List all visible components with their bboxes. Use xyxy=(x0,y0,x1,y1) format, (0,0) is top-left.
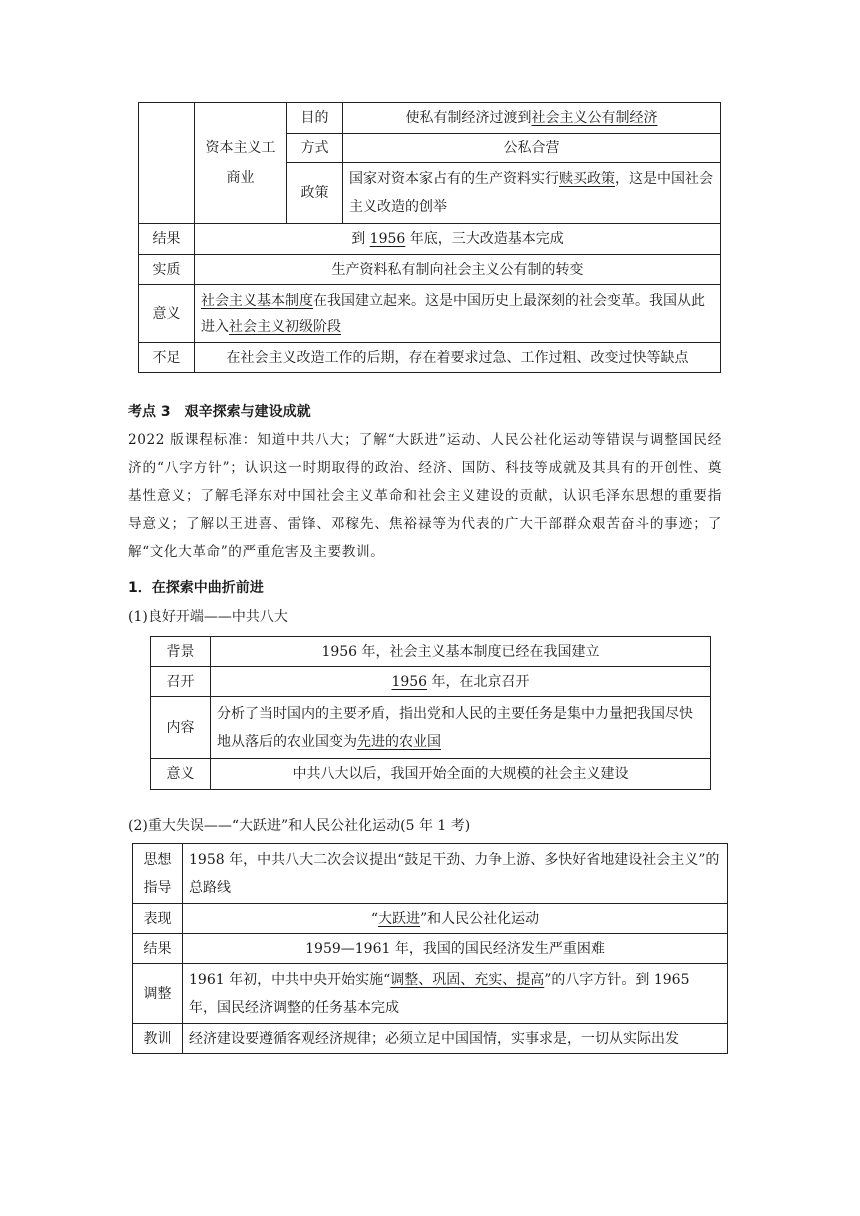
thought-label: 思想指导 xyxy=(133,844,183,904)
lesson-label: 教训 xyxy=(133,1024,183,1054)
capitalist-business-label: 资本主义工商业 xyxy=(195,103,287,224)
shortfall-label: 不足 xyxy=(139,343,195,373)
policy-cell: 国家对资本家占有的生产资料实行赎买政策，这是中国社会主义改造的创举 xyxy=(343,163,721,224)
policy-label: 政策 xyxy=(287,163,343,224)
adjust-cell: 1961 年初，中共中央开始实施“调整、巩固、充实、提高”的八字方针。到 1965 年，国民经济调整的任务基本完成 xyxy=(183,964,728,1024)
convened-label: 召开 xyxy=(151,667,211,697)
table1-blank-cell xyxy=(139,103,195,224)
method-cell: 公私合营 xyxy=(343,134,721,163)
content-cell: 分析了当时国内的主要矛盾，指出党和人民的主要任务是集中力量把我国尽快地从落后的农业国变为先进的农业国 xyxy=(211,697,711,759)
subheading-great-leap: (2)重大失误——“大跃进”和人民公社化运动(5 年 1 考) xyxy=(128,818,471,834)
leap-result-label: 结果 xyxy=(133,934,183,964)
result-label: 结果 xyxy=(139,224,195,255)
method-label: 方式 xyxy=(287,134,343,163)
meaning-label: 意义 xyxy=(139,285,195,343)
result-cell: 到 1956 年底，三大改造基本完成 xyxy=(195,224,721,255)
meaning-cell: 社会主义基本制度在我国建立起来。这是中国历史上最深刻的社会变革。我国从此进入社会主义初级阶段 xyxy=(195,285,721,343)
essence-cell: 生产资料私有制向社会主义公有制的转变 xyxy=(195,255,721,285)
congress-meaning-cell: 中共八大以后，我国开始全面的大规模的社会主义建设 xyxy=(211,759,711,790)
adjust-label: 调整 xyxy=(133,964,183,1024)
content-label: 内容 xyxy=(151,697,211,759)
thought-cell: 1958 年，中共八大二次会议提出“鼓足干劲、力争上游、多快好省地建设社会主义”的总路线 xyxy=(183,844,728,904)
essence-label: 实质 xyxy=(139,255,195,285)
lesson-cell: 经济建设要遵循客观经济规律；必须立足中国国情，实事求是，一切从实际出发 xyxy=(183,1024,728,1054)
performance-label: 表现 xyxy=(133,904,183,934)
congress-meaning-label: 意义 xyxy=(151,759,211,790)
performance-cell: “大跃进”和人民公社化运动 xyxy=(183,904,728,934)
section-heading: 考点 3 艰辛探索与建设成就 xyxy=(128,404,311,420)
background-cell: 1956 年，社会主义基本制度已经在我国建立 xyxy=(211,637,711,667)
great-leap-table xyxy=(132,843,728,1054)
socialist-transformation-table xyxy=(138,102,721,373)
shortfall-cell: 在社会主义改造工作的后期，存在着要求过急、工作过粗、改变过快等缺点 xyxy=(195,343,721,373)
course-standard: 2022 版课程标准：知道中共八大；了解“大跃进”运动、人民公社化运动等错误与调整国民经济的“八字方针”；认识这一时期取得的政治、经济、国防、科技等成就及其具有的开创性、奠基性意义；了解毛泽东对中国社会主义革命和社会主义建设的贡献，认识毛泽东思想的重要指导意义；了解以王进喜、雷锋、邓稼先、焦裕禄等为代表的广大干部群众艰苦奋斗的事迹；了解“文化大革命”的严重危害及主要教训。 xyxy=(128,432,722,560)
goal-label: 目的 xyxy=(287,103,343,134)
convened-cell: 1956 年，在北京召开 xyxy=(211,667,711,697)
leap-result-cell: 1959—1961 年，我国的国民经济发生严重困难 xyxy=(183,934,728,964)
subheading-eighth-congress: (1)良好开端——中共八大 xyxy=(128,609,288,625)
goal-cell: 使私有制经济过渡到社会主义公有制经济 xyxy=(343,103,721,134)
eighth-congress-table xyxy=(150,636,711,790)
subsection-title: 1．在探索中曲折前进 xyxy=(128,580,264,596)
background-label: 背景 xyxy=(151,637,211,667)
